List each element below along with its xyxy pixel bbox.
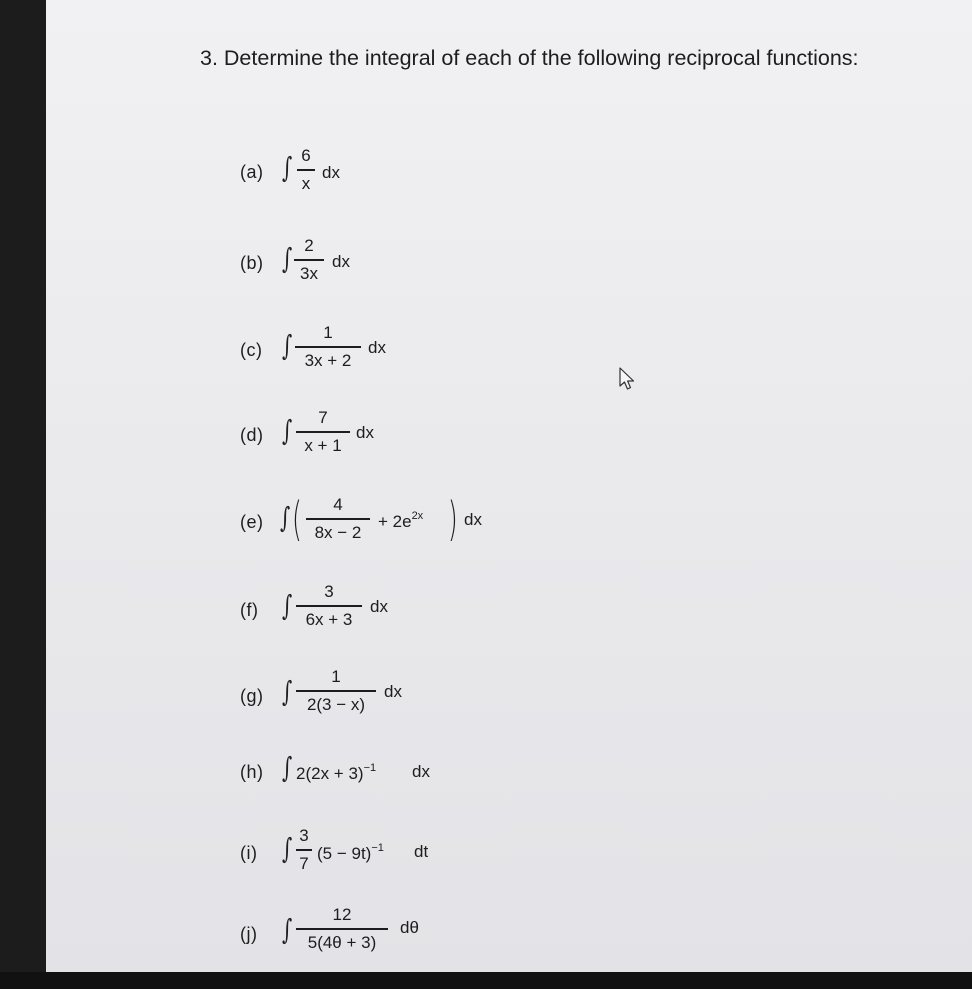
numerator: 6 [301, 146, 311, 165]
integral-sign: ∫ [282, 242, 293, 275]
item-label: (c) [240, 340, 263, 360]
fraction-bar [296, 431, 350, 433]
mouse-pointer-icon [618, 367, 636, 391]
numerator: 1 [323, 323, 333, 342]
fraction [295, 323, 361, 371]
denominator: 5(4θ + 3) [307, 932, 377, 952]
differential: dx [370, 597, 388, 616]
exponential-term: + $2e^{2x}$ [378, 510, 424, 531]
numerator: 7 [318, 408, 328, 427]
integral-sign: ∫ [282, 329, 293, 362]
integral-sign: ∫ [282, 414, 293, 447]
fraction [296, 905, 388, 953]
numerator: 12 [332, 905, 352, 924]
numerator: 3 [299, 826, 309, 845]
item-label: (i) [240, 843, 258, 863]
item-label: (d) [240, 425, 264, 445]
fraction-bar [295, 346, 361, 348]
denominator: 6x + 3 [305, 609, 353, 629]
integral-sign: ∫ [282, 589, 293, 622]
numerator: 1 [331, 667, 341, 686]
item-label: (f) [240, 600, 259, 620]
monitor-screen [46, 0, 972, 972]
integral-sign: ∫ [282, 675, 293, 708]
fraction-bar [294, 259, 324, 261]
integral-sign: ∫ [282, 751, 293, 784]
fraction [294, 236, 324, 284]
denominator: x [301, 173, 311, 193]
fraction [296, 826, 312, 874]
integrand: $2(2x + 3)^{-1}$ [296, 762, 377, 783]
question-heading: 3. Determine the integral of each of the following reciprocal functions: [200, 46, 859, 70]
item-label: (j) [240, 924, 258, 944]
item-label: (g) [240, 686, 264, 706]
item-label: (a) [240, 162, 264, 182]
differential: dx [412, 762, 430, 781]
fraction-bar [296, 605, 362, 607]
differential: dx [332, 252, 350, 271]
fraction-bar [306, 518, 370, 520]
differential: dx [464, 510, 482, 529]
differential: dθ [400, 918, 419, 937]
denominator: 3x [300, 263, 318, 283]
denominator: 8x − 2 [314, 522, 362, 542]
fraction-bar [297, 169, 315, 171]
fraction-bar [296, 690, 376, 692]
fraction [297, 146, 315, 194]
numerator: 4 [333, 495, 343, 514]
denominator: 7 [299, 853, 309, 873]
monitor-bezel [0, 972, 972, 989]
denominator: x + 1 [304, 435, 342, 455]
differential: dx [384, 682, 402, 701]
fraction [296, 408, 350, 456]
differential: dx [368, 338, 386, 357]
item-label: (e) [240, 512, 264, 532]
fraction [296, 582, 362, 630]
item-label: (h) [240, 762, 264, 782]
denominator: 2(3 − x) [306, 694, 366, 714]
left-paren: ( [292, 492, 302, 546]
fraction-bar [296, 928, 388, 930]
integral-sign: ∫ [282, 832, 293, 865]
right-paren: ( [448, 492, 458, 546]
integral-sign: ∫ [280, 501, 291, 534]
fraction [296, 667, 376, 715]
fraction-bar [296, 849, 312, 851]
integral-sign: ∫ [282, 913, 293, 946]
numerator: 3 [324, 582, 334, 601]
denominator: 3x + 2 [304, 350, 352, 370]
differential: dx [322, 163, 340, 182]
numerator: 2 [304, 236, 314, 255]
fraction [306, 495, 370, 543]
integral-sign: ∫ [282, 151, 293, 184]
integrand: $(5 - 9t)^{-1}$ [317, 842, 384, 863]
differential: dx [356, 423, 374, 442]
differential: dt [414, 842, 429, 861]
item-label: (b) [240, 253, 264, 273]
